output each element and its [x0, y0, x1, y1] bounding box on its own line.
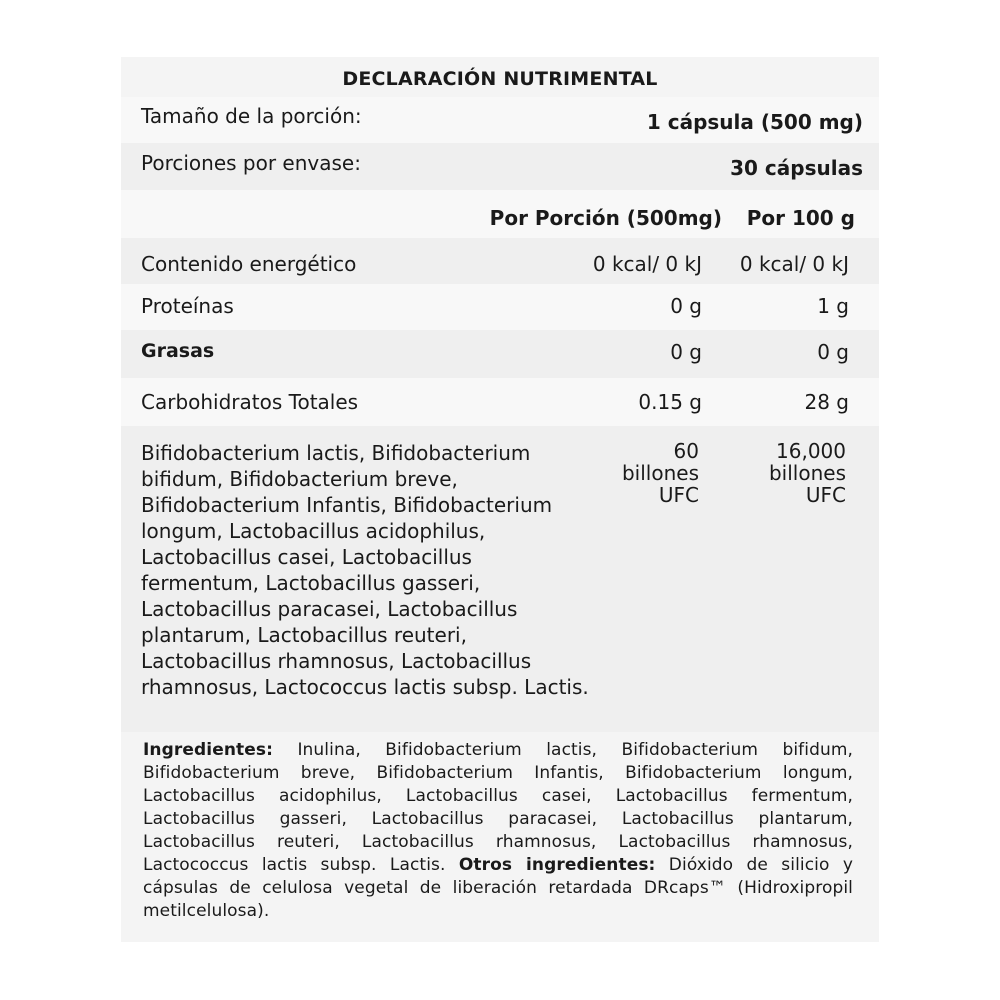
bacteria-per-serving-unit: billones: [621, 461, 699, 485]
fat-per-serving: 0 g: [670, 340, 702, 364]
ingredients-text: Inulina, Bifidobacterium lactis, Bifidobacterium bifidum, Bifidobacterium breve, Bifidobacterium Infantis, Bifidobacterium longum, Lactobacillus acidophilus, Lactobacillus casei, Lactobacillus fermentum, Lactobacillus gasseri, Lactobacillus paracasei, Lactobacillus plantarum, Lactobacillus reuteri, Lactobacillus rhamnosus, Lactobacillus rhamnosus, Lactococcus lactis subsp. Lactis.: [143, 740, 853, 875]
header-per-100g: Por 100 g: [746, 206, 855, 230]
other-ingredients-text: Dióxido de silicio y cápsulas de celulosa vegetal de liberación retardada DRcaps™ (Hidroxipropil metilcelulosa).: [143, 855, 853, 921]
bacteria-per-100g-amount: 16,000: [776, 439, 846, 463]
bacteria-per-serving-amount: 60: [673, 439, 699, 463]
other-ingredients-label: Otros ingredientes:: [458, 855, 656, 875]
nutrition-facts-panel: [121, 57, 879, 942]
table-title: DECLARACIÓN NUTRIMENTAL: [342, 68, 658, 90]
serving-size-label: Tamaño de la porción:: [141, 104, 362, 128]
column-header-row: [121, 190, 879, 238]
carbs-per-serving: 0.15 g: [638, 390, 702, 414]
fat-per-100g: 0 g: [817, 340, 849, 364]
header-per-serving: Por Porción (500mg): [489, 206, 722, 230]
bacteria-label: Bifidobacterium lactis, Bifidobacterium bifidum, Bifidobacterium breve, Bifidobacterium Infantis, Bifidobacterium longum, Lactobacillus acidophilus, Lactobacillus casei, Lactobacillus fermentum, Lactobacillus gasseri, Lactobacillus paracasei, Lactobacillus plantarum, Lactobacillus reuteri, Lactobacillus rhamnosus, Lactobacillus rhamnosus, Lactococcus lactis subsp. Lactis.: [141, 441, 589, 699]
bacteria-per-serving: [622, 440, 699, 506]
protein-row: [121, 284, 879, 330]
serving-size-value: 1 cápsula (500 mg): [646, 110, 863, 134]
ingredients-paragraph: [143, 739, 853, 923]
protein-per-100g: 1 g: [817, 294, 849, 318]
carbs-row: [121, 378, 879, 426]
bacteria-per-100g: [769, 440, 846, 506]
fat-row: [121, 330, 879, 378]
servings-per-container-value: 30 cápsulas: [730, 156, 863, 180]
servings-per-container-row: [121, 143, 879, 190]
fat-label: Grasas: [141, 340, 215, 362]
carbs-label: Carbohidratos Totales: [141, 390, 359, 414]
bacteria-per-serving-ufc: UFC: [658, 483, 699, 507]
protein-label: Proteínas: [141, 294, 234, 318]
carbs-per-100g: 28 g: [804, 390, 849, 414]
servings-per-container-label: Porciones por envase:: [141, 151, 361, 175]
energy-per-100g: 0 kcal/ 0 kJ: [739, 252, 849, 276]
serving-size-row: [121, 97, 879, 143]
energy-per-serving: 0 kcal/ 0 kJ: [592, 252, 702, 276]
energy-row: [121, 238, 879, 284]
energy-label: Contenido energético: [141, 252, 357, 276]
protein-per-serving: 0 g: [670, 294, 702, 318]
bacteria-per-100g-ufc: UFC: [805, 483, 846, 507]
bacteria-row: [121, 426, 879, 732]
ingredients-label: Ingredientes:: [143, 740, 274, 760]
bacteria-per-100g-unit: billones: [768, 461, 846, 485]
